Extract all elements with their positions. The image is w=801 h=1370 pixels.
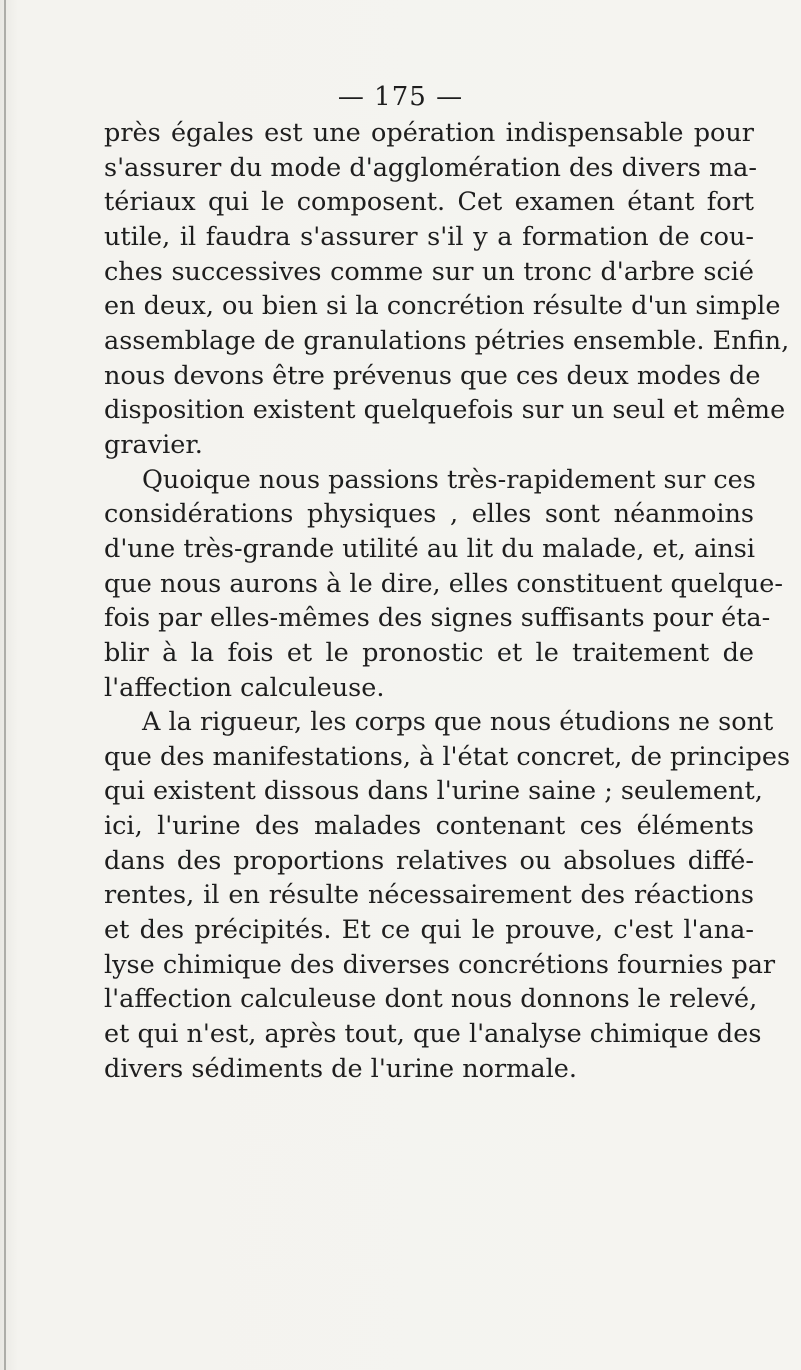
page-number: — 175 — <box>337 82 464 112</box>
text-line: et des précipités. Et ce qui le prouve, c'est l'ana- <box>104 915 754 946</box>
text-line: A la rigueur, les corps que nous étudions ne sont <box>142 707 774 738</box>
text-line: s'assurer du mode d'agglomération des divers ma- <box>104 152 757 183</box>
text-line: blir à la fois et le pronostic et le traitement de <box>104 637 754 668</box>
text-line: nous devons être prévenus que ces deux modes de <box>104 360 761 391</box>
text-line: que nous aurons à le dire, elles constituent quelque- <box>104 568 783 599</box>
text-line: l'affection calculeuse dont nous donnons le relevé, <box>104 984 758 1015</box>
text-line: Quoique nous passions très-rapidement sur ces <box>142 464 756 495</box>
binding-edge <box>4 0 6 1370</box>
text-line: considérations physiques , elles sont néanmoins <box>104 499 754 530</box>
text-line: lyse chimique des diverses concrétions fournies par <box>104 949 776 980</box>
body-text <box>104 116 791 1086</box>
text-line: d'une très-grande utilité au lit du malade, et, ainsi <box>104 533 756 564</box>
text-line: dans des proportions relatives ou absolues diffé- <box>104 845 754 876</box>
text-line: en deux, ou bien si la concrétion résulte d'un simple <box>104 291 781 322</box>
text-line: et qui n'est, après tout, que l'analyse chimique des <box>104 1019 762 1050</box>
text-line: que des manifestations, à l'état concret, de principes <box>104 741 791 772</box>
text-line: disposition existent quelquefois sur un seul et même <box>104 395 786 426</box>
text-line: ches successives comme sur un tronc d'arbre scié <box>104 256 754 287</box>
text-line: tériaux qui le composent. Cet examen étant fort <box>104 187 754 218</box>
text-line: gravier. <box>104 429 203 460</box>
text-line: divers sédiments de l'urine normale. <box>104 1053 577 1084</box>
text-line: près égales est une opération indispensable pour <box>104 118 754 148</box>
text-line: utile, il faudra s'assurer s'il y a formation de cou- <box>104 221 754 252</box>
text-line: assemblage de granulations pétries ensemble. Enfin, <box>104 325 790 356</box>
text-line: l'affection calculeuse. <box>104 672 385 703</box>
text-line: fois par elles-mêmes des signes suffisants pour éta- <box>104 603 771 634</box>
text-line: ici, l'urine des malades contenant ces éléments <box>104 811 754 842</box>
text-line: qui existent dissous dans l'urine saine ; seulement, <box>104 776 763 807</box>
text-line: rentes, il en résulte nécessairement des réactions <box>104 880 754 911</box>
